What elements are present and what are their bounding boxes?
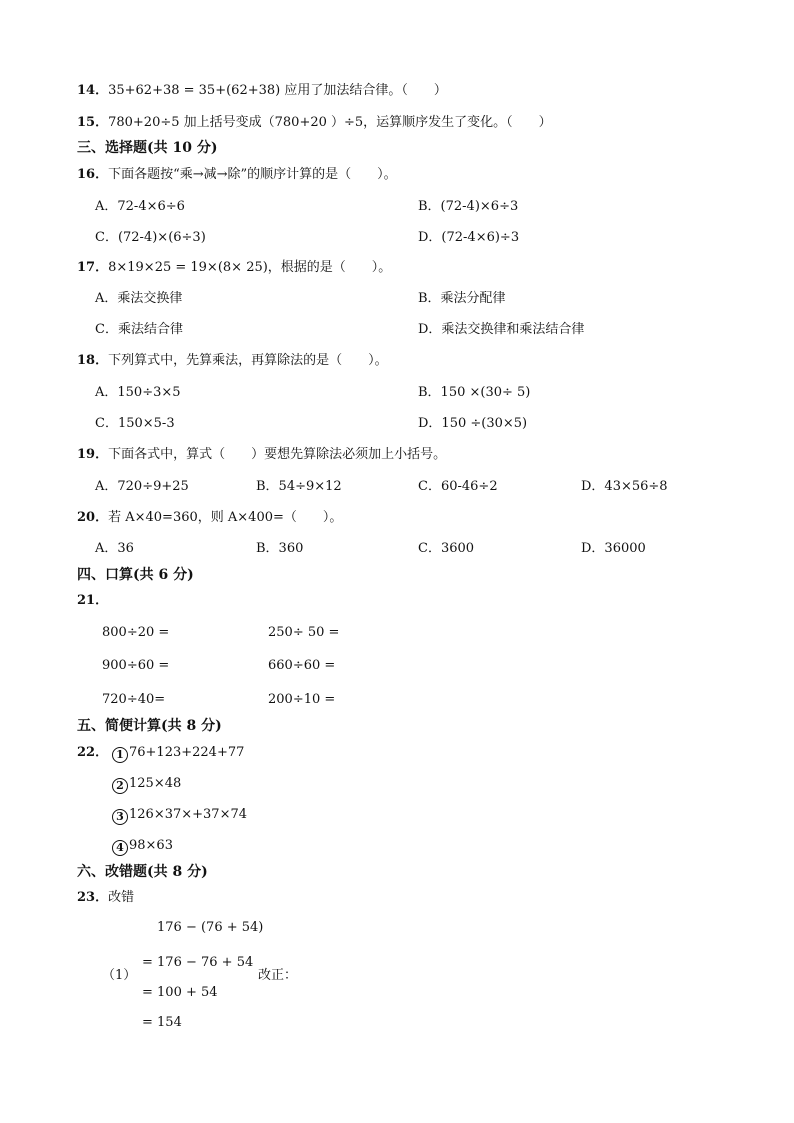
- option-c: C．3600: [418, 541, 475, 556]
- circled-number: 2: [112, 778, 128, 794]
- section-heading-choice: 三、选择题(共 10 分): [77, 140, 218, 156]
- option-b: B．360: [256, 541, 304, 556]
- option-b: B．150 ×(30÷ 5): [418, 385, 531, 400]
- question-text: 下面各题按“乘→减→除”的顺序计算的是（ ）。: [108, 167, 397, 182]
- question-number: 20．: [77, 510, 109, 525]
- option-c: C．乘法结合律: [95, 322, 183, 337]
- calc-item: [112, 745, 244, 763]
- option-d: D．150 ÷(30×5): [418, 416, 528, 431]
- oral-item: 720÷40=: [102, 692, 166, 707]
- question-number: 19．: [77, 447, 109, 462]
- calc-item: [112, 776, 181, 794]
- question-text: 下面各式中，算式（ ）要想先算除法必须加上小括号。: [108, 447, 447, 462]
- question-15: [77, 115, 552, 131]
- question-number: 18．: [77, 353, 109, 368]
- option-b: B．(72-4)×6÷3: [418, 199, 519, 214]
- question-14: [77, 83, 447, 99]
- option-a: A．36: [95, 541, 134, 556]
- question-number: 14．: [77, 83, 109, 98]
- calc-item: [112, 838, 173, 856]
- oral-item: 900÷60 =: [102, 658, 170, 673]
- calc-expression: 125×48: [129, 776, 182, 791]
- question-text: 改错: [108, 890, 135, 905]
- oral-item: 250÷ 50 =: [268, 625, 340, 640]
- option-a: A．720÷9+25: [95, 479, 189, 494]
- question-text: 780+20÷5 加上括号变成（780+20 ）÷5，运算顺序发生了变化。（ ）: [108, 115, 552, 130]
- question-text: 若 A×40=360，则 A×400=（ ）。: [108, 510, 343, 525]
- wrong-work-line-1: 176 − (76 + 54): [157, 920, 264, 935]
- question-number: 23．: [77, 890, 109, 905]
- question-16: [77, 167, 397, 183]
- question-text: 35+62+38 = 35+(62+38) 应用了加法结合律。（ ）: [108, 83, 447, 98]
- option-d: D．乘法交换律和乘法结合律: [418, 322, 585, 337]
- circled-number: 3: [112, 809, 128, 825]
- option-b: B．54÷9×12: [256, 479, 342, 494]
- option-d: D．43×56÷8: [581, 479, 668, 494]
- circled-number: 4: [112, 840, 128, 856]
- oral-item: 200÷10 =: [268, 692, 336, 707]
- question-number: 17．: [77, 260, 109, 275]
- question-23: [77, 890, 134, 906]
- question-text: 8×19×25 = 19×(8× 25)，根据的是（ ）。: [108, 260, 392, 275]
- calc-expression: 98×63: [129, 838, 173, 853]
- option-c: C．150×5-3: [95, 416, 175, 431]
- option-a: A．150÷3×5: [95, 385, 181, 400]
- question-21-number: 21．: [77, 593, 109, 608]
- calc-expression: 126×37×+37×74: [129, 807, 248, 822]
- section-heading-simplified-calc: 五、简便计算(共 8 分): [77, 718, 222, 734]
- question-number: 15．: [77, 115, 109, 130]
- question-22-number: 22．: [77, 745, 109, 760]
- section-heading-correction: 六、改错题(共 8 分): [77, 864, 208, 880]
- wrong-work-line-2: = 176 − 76 + 54: [142, 955, 254, 970]
- sub-question-label: （1）: [102, 968, 137, 983]
- wrong-work-line-3: = 100 + 54: [142, 985, 218, 1000]
- calc-expression: 76+123+224+77: [129, 745, 245, 760]
- option-c: C．60-46÷2: [418, 479, 498, 494]
- oral-item: 660÷60 =: [268, 658, 336, 673]
- question-18: [77, 353, 388, 369]
- circled-number: 1: [112, 747, 128, 763]
- wrong-work-line-4: = 154: [142, 1015, 182, 1030]
- section-heading-mental-math: 四、口算(共 6 分): [77, 567, 194, 583]
- option-d: D．(72-4×6)÷3: [418, 230, 520, 245]
- correction-label: 改正：: [258, 968, 298, 983]
- option-b: B．乘法分配律: [418, 291, 506, 306]
- option-c: C．(72-4)×(6÷3): [95, 230, 206, 245]
- question-text: 下列算式中，先算乘法，再算除法的是（ ）。: [108, 353, 388, 368]
- oral-item: 800÷20 =: [102, 625, 170, 640]
- question-20: [77, 510, 342, 526]
- option-d: D．36000: [581, 541, 646, 556]
- question-19: [77, 447, 446, 463]
- calc-item: [112, 807, 247, 825]
- question-17: [77, 260, 391, 276]
- option-a: A．乘法交换律: [95, 291, 183, 306]
- question-number: 16．: [77, 167, 109, 182]
- option-a: A．72-4×6÷6: [95, 199, 185, 214]
